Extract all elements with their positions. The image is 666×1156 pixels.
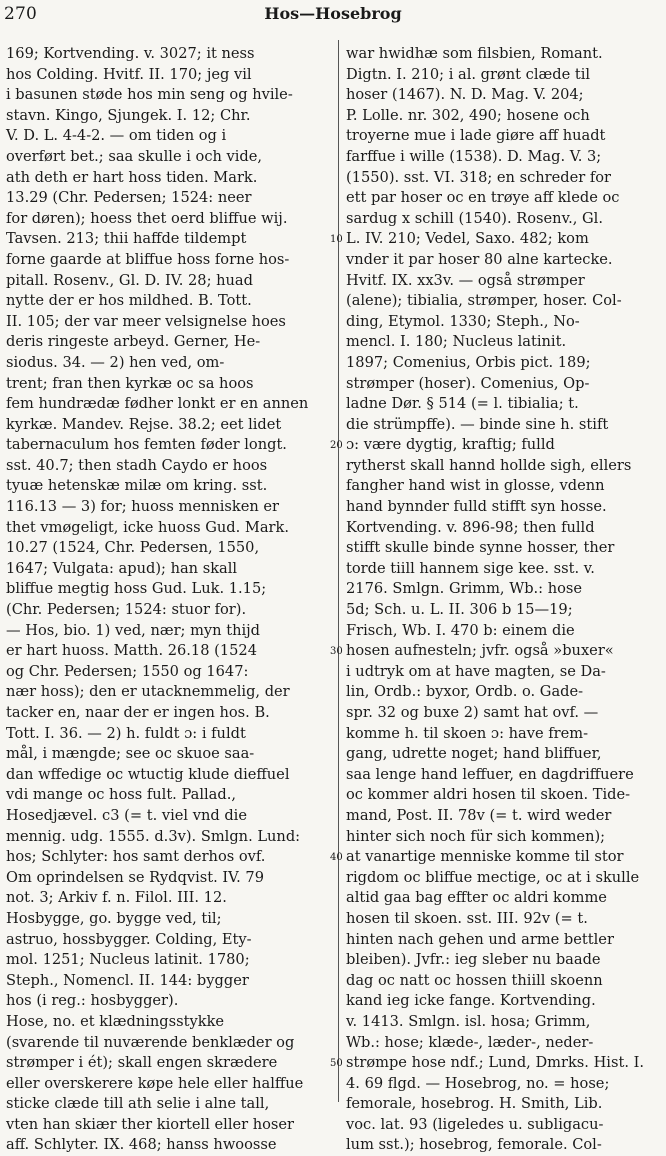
- text-line: spr. 32 og buxe 2) samt hat ovf. —: [346, 704, 599, 721]
- text-line: hosen til skoen. sst. III. 92v (= t.: [346, 909, 588, 927]
- text-line: 1647; Vulgata: apud); han skall: [6, 559, 238, 577]
- text-line: vten han skiær ther kiortell eller hoser: [6, 1115, 295, 1133]
- text-line: troyerne mue i lade giøre aff huadt: [346, 127, 606, 145]
- text-line: nær hoss); den er utacknemmelig, der: [6, 683, 290, 701]
- text-line: mål, i mængde; see oc skuoe saa-: [6, 745, 255, 763]
- text-line: pitall. Rosenv., Gl. D. IV. 28; huad: [6, 271, 253, 289]
- text-line: v. 1413. Smlgn. isl. hosa; Grimm,: [346, 1012, 591, 1030]
- text-line: nytte der er hos mildhed. B. Tott.: [6, 292, 252, 310]
- text-line: overført bet.; saa skulle i och vide,: [6, 147, 263, 165]
- text-line: i basunen støde hos min seng og hvile-: [6, 86, 293, 104]
- text-line: dan wffedige oc wtuctig klude dieffuel: [6, 765, 290, 783]
- text-line: (alene); tibialia, strømper, hoser. Col-: [346, 292, 622, 310]
- text-line: rigdom oc bliffue mectige, oc at i skulle: [346, 868, 640, 886]
- margin-number: 30: [330, 646, 343, 658]
- text-line: — Hos, bio. 1) ved, nær; myn thijd: [6, 621, 261, 639]
- text-line: kyrkæ. Mandev. Rejse. 38.2; eet lidet: [6, 415, 282, 433]
- text-line: Om oprindelsen se Rydqvist. IV. 79: [6, 868, 264, 886]
- text-line: fem hundrædæ fødher lonkt er en annen: [6, 395, 309, 413]
- text-line: forne gaarde at bliffue hoss forne hos-: [6, 250, 290, 268]
- text-line: bleiben). Jvfr.: ieg sleber nu baade: [346, 951, 601, 969]
- text-line: sticke clæde till ath selie i alne tall,: [6, 1095, 270, 1113]
- text-line: hinter sich noch für sich kommen);: [346, 827, 606, 845]
- text-line: altid gaa bag effter oc aldri komme: [346, 889, 607, 907]
- text-line: komme h. til skoen ɔ: have frem-: [346, 724, 589, 742]
- text-line: mand, Post. II. 78v (= t. wird weder: [346, 806, 612, 824]
- text-line: 2176. Smlgn. Grimm, Wb.: hose: [346, 580, 583, 598]
- text-line: Hose, no. et klædningsstykke: [6, 1012, 225, 1030]
- text-line: (Chr. Pedersen; 1524: stuor for).: [6, 601, 247, 619]
- text-line: vdi mange oc hoss fult. Pallad.,: [6, 786, 236, 804]
- text-line: die strümpffe). — binde sine h. stift: [346, 415, 609, 433]
- text-line: deris ringeste arbeyd. Gerner, He-: [6, 333, 261, 351]
- text-line: mencl. I. 180; Nucleus latinit.: [346, 333, 567, 351]
- margin-number: 50: [330, 1058, 343, 1070]
- text-line: war hwidhæ som filsbien, Romant.: [346, 45, 603, 62]
- text-line: (1550). sst. VI. 318; en schreder for: [346, 168, 612, 186]
- text-line: tabernaculum hos femten føder longt.: [6, 436, 287, 454]
- text-line: Wb.: hose; klæde-, læder-, neder-: [346, 1033, 594, 1051]
- text-line: lum sst.); hosebrog, femorale. Col-: [346, 1136, 602, 1154]
- text-line: siodus. 34. — 2) hen ved, om-: [6, 353, 225, 371]
- text-line: ladne Dør. § 514 (= l. tibialia; t.: [346, 395, 579, 413]
- text-line: hos Colding. Hvitf. II. 170; jeg vil: [6, 65, 252, 83]
- text-line: tacker en, naar der er ingen hos. B.: [6, 704, 270, 721]
- text-line: hoser (1467). N. D. Mag. V. 204;: [346, 86, 584, 104]
- text-line: eller overskerere køpe hele eller halffue: [6, 1074, 304, 1092]
- text-line: Kortvending. v. 896-98; then fulld: [346, 518, 595, 536]
- text-line: i udtryk om at have magten, se Da-: [346, 662, 606, 680]
- text-line: Hosedjævel. c3 (= t. viel vnd die: [6, 806, 247, 824]
- text-line: mol. 1251; Nucleus latinit. 1780;: [6, 951, 250, 969]
- text-line: 4. 69 flgd. — Hosebrog, no. = hose;: [346, 1074, 610, 1092]
- text-line: ɔ: være dygtig, kraftig; fulld: [346, 436, 555, 454]
- text-line: bliffue megtig hoss Gud. Luk. 1.15;: [6, 580, 267, 598]
- text-line: kand ieg icke fange. Kortvending.: [346, 992, 596, 1010]
- text-line: sardug x schill (1540). Rosenv., Gl.: [346, 209, 603, 227]
- text-line: voc. lat. 93 (ligeledes u. subligacu-: [346, 1115, 604, 1133]
- text-line: mennig. udg. 1555. d.3v). Smlgn. Lund:: [6, 827, 301, 845]
- text-line: farffue i wille (1538). D. Mag. V. 3;: [346, 147, 602, 165]
- left-column: [6, 44, 330, 1156]
- text-line: fangher hand wist in glosse, vdenn: [346, 477, 605, 495]
- text-line: oc kommer aldri hosen til skoen. Tide-: [346, 786, 631, 804]
- text-line: for døren); hoess thet oerd bliffue wij.: [6, 209, 288, 227]
- text-line: ett par hoser oc en trøye aff klede oc: [346, 189, 620, 207]
- column-divider: [338, 40, 339, 1102]
- text-line: 169; Kortvending. v. 3027; it ness: [6, 45, 255, 62]
- text-line: Tavsen. 213; thii haffde tildempt: [6, 230, 247, 248]
- text-line: at vanartige menniske komme til stor: [346, 848, 624, 866]
- page-number: 270: [4, 4, 38, 24]
- text-line: strømper (hoser). Comenius, Op-: [346, 374, 590, 392]
- text-line: 5d; Sch. u. L. II. 306 b 15—19;: [346, 601, 573, 619]
- text-line: hos; Schlyter: hos samt derhos ovf.: [6, 848, 266, 866]
- text-line: astruo, hossbygger. Colding, Ety-: [6, 930, 252, 948]
- text-line: V. D. L. 4-4-2. — om tiden og i: [6, 127, 227, 145]
- text-line: strømpe hose ndf.; Lund, Dmrks. Hist. I.: [346, 1054, 645, 1072]
- text-line: P. Lolle. nr. 302, 490; hosene och: [346, 106, 590, 124]
- text-line: Hvitf. IX. xx3v. — også strømper: [346, 271, 585, 289]
- text-line: Steph., Nomencl. II. 144: bygger: [6, 971, 249, 989]
- text-line: 13.29 (Chr. Pedersen; 1524: neer: [6, 189, 252, 207]
- text-line: sst. 40.7; then stadh Caydo er hoos: [6, 456, 268, 474]
- margin-number: 10: [330, 234, 343, 246]
- text-line: torde tiill hannem sige kee. sst. v.: [346, 559, 595, 577]
- right-column: [346, 44, 664, 1156]
- text-line: ding, Etymol. 1330; Steph., No-: [346, 312, 580, 330]
- text-line: Digtn. I. 210; i al. grønt clæde til: [346, 65, 591, 83]
- text-line: Tott. I. 36. — 2) h. fuldt ɔ: i fuldt: [6, 724, 246, 742]
- text-line: L. IV. 210; Vedel, Saxo. 482; kom: [346, 230, 589, 248]
- text-line: gang, udrette noget; hand bliffuer,: [346, 745, 602, 763]
- text-line: ath deth er hart hoss tiden. Mark.: [6, 168, 258, 186]
- text-line: II. 105; der var meer velsignelse hoes: [6, 312, 286, 330]
- text-line: vnder it par hoser 80 alne kartecke.: [346, 250, 613, 268]
- text-line: trent; fran then kyrkæ oc sa hoos: [6, 374, 254, 392]
- margin-number: 20: [330, 440, 343, 452]
- text-line: (svarende til nuværende benklæder og: [6, 1033, 295, 1051]
- text-line: rytherst skall hannd hollde sigh, ellers: [346, 456, 632, 474]
- text-line: hosen aufnesteln; jvfr. også »buxer«: [346, 642, 614, 660]
- text-line: saa lenge hand leffuer, en dagdriffuere: [346, 765, 634, 783]
- text-line: stavn. Kingo, Sjungek. I. 12; Chr.: [6, 106, 251, 124]
- text-line: og Chr. Pedersen; 1550 og 1647:: [6, 662, 249, 680]
- running-head: Hos—Hosebrog: [264, 4, 402, 23]
- margin-number: 40: [330, 852, 343, 864]
- text-line: hand bynnder fulld stifft syn hosse.: [346, 498, 607, 516]
- text-line: thet vmøgeligt, icke huoss Gud. Mark.: [6, 518, 290, 536]
- text-line: femorale, hosebrog. H. Smith, Lib.: [346, 1095, 603, 1113]
- text-line: lin, Ordb.: byxor, Ordb. o. Gade-: [346, 683, 584, 701]
- text-line: Frisch, Wb. I. 470 b: einem die: [346, 621, 575, 639]
- text-line: er hart huoss. Matth. 26.18 (1524: [6, 642, 257, 660]
- text-line: 116.13 — 3) for; huoss mennisken er: [6, 498, 280, 516]
- text-line: Hosbygge, go. bygge ved, til;: [6, 909, 222, 927]
- text-line: hos (i reg.: hosbygger).: [6, 992, 179, 1010]
- text-line: 10.27 (1524, Chr. Pedersen, 1550,: [6, 539, 260, 557]
- text-line: aff. Schlyter. IX. 468; hanss hwoosse: [6, 1136, 277, 1154]
- text-line: stifft skulle binde synne hosser, ther: [346, 539, 615, 557]
- text-line: strømper i ét); skall engen skrædere: [6, 1054, 278, 1072]
- text-line: 1897; Comenius, Orbis pict. 189;: [346, 353, 591, 371]
- text-line: not. 3; Arkiv f. n. Filol. III. 12.: [6, 889, 227, 907]
- text-line: hinten nach gehen und arme bettler: [346, 930, 614, 948]
- text-line: tyuæ hetenskæ milæ om kring. sst.: [6, 477, 268, 495]
- text-line: dag oc natt oc hossen thiill skoenn: [346, 971, 603, 989]
